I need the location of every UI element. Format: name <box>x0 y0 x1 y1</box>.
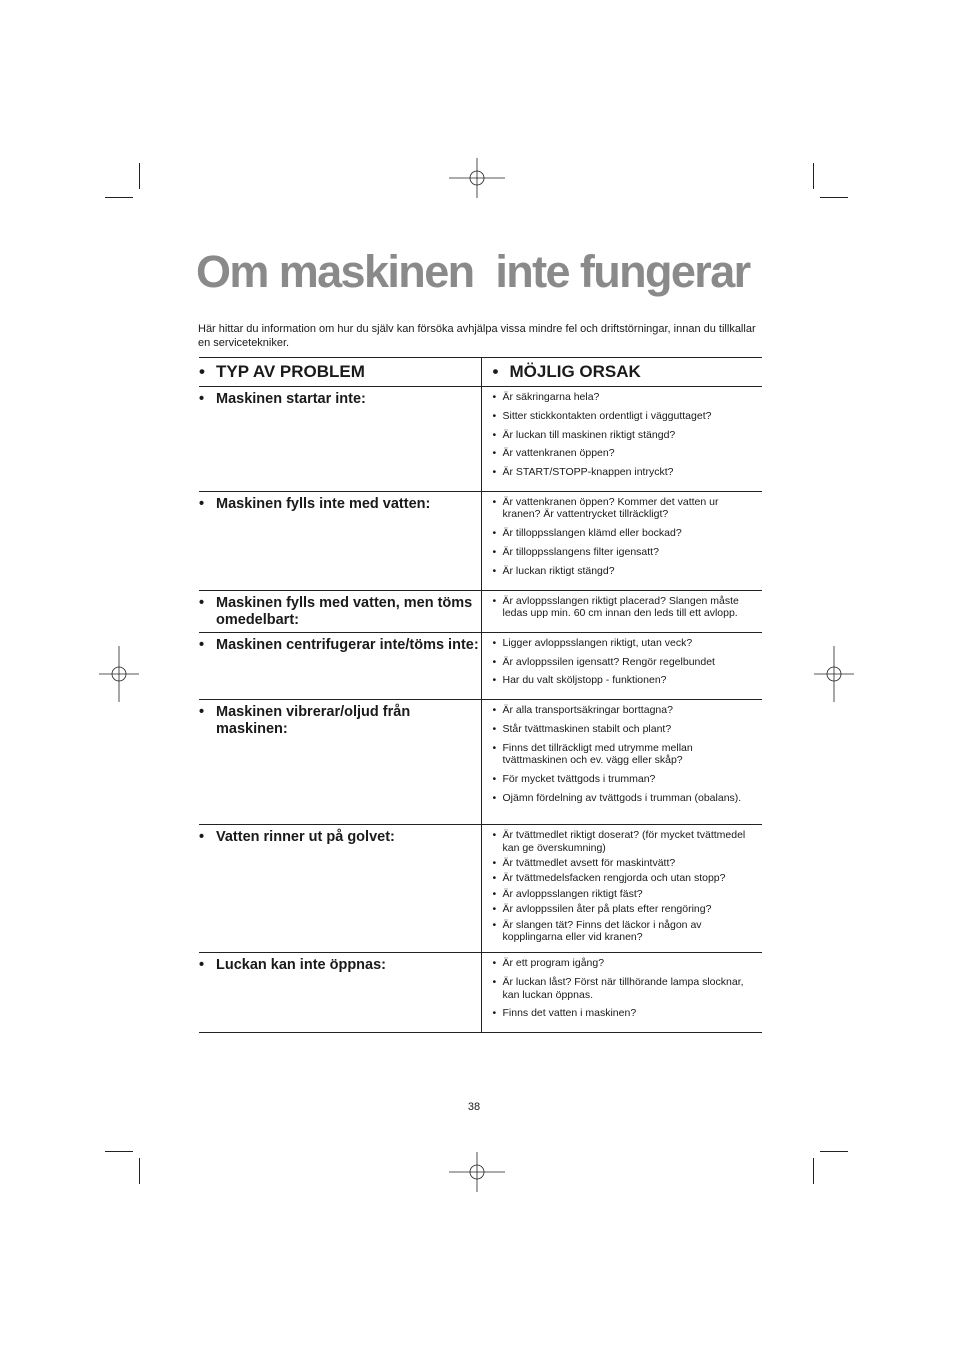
problem-text: Maskinen vibrerar/oljud från maskinen: <box>216 704 411 738</box>
bullet: • <box>199 391 205 407</box>
problem-cell <box>199 387 481 492</box>
bullet: • <box>199 362 205 381</box>
list-item <box>493 391 763 403</box>
crop-mark <box>105 1151 133 1152</box>
cause-text: Är avloppsslangen riktigt fäst? <box>502 887 643 900</box>
problem-cell <box>199 953 481 1033</box>
header-cause-label: MÖJLIG ORSAK <box>509 362 641 381</box>
bullet: • <box>492 362 499 381</box>
list-item <box>493 595 763 620</box>
problem-label <box>199 492 481 513</box>
problem-cell <box>199 700 481 825</box>
cause-text: För mycket tvättgods i trumman? <box>502 772 656 785</box>
list-item <box>493 674 763 686</box>
problem-label <box>199 825 481 846</box>
cause-text: Är säkringarna hela? <box>502 391 600 403</box>
problem-text: Luckan kan inte öppnas: <box>216 957 386 974</box>
cause-text: Är START/STOPP-knappen intryckt? <box>502 466 674 479</box>
crop-mark <box>820 197 848 198</box>
bullet: • <box>492 918 497 931</box>
list-item <box>493 1007 763 1019</box>
cause-cell <box>481 590 762 632</box>
table-row <box>199 825 762 953</box>
bullet: • <box>492 829 497 842</box>
bullet: • <box>492 545 497 558</box>
list-item <box>493 773 763 785</box>
bullet: • <box>492 704 497 717</box>
bullet: • <box>492 447 497 460</box>
crop-mark <box>820 1151 848 1152</box>
bullet: • <box>492 495 497 508</box>
cause-list <box>482 492 763 590</box>
list-item <box>493 976 763 1001</box>
list-item <box>493 957 763 969</box>
cause-list <box>482 387 763 491</box>
list-item <box>493 466 763 478</box>
bullet: • <box>199 829 205 846</box>
bullet: • <box>199 495 205 512</box>
list-item <box>493 742 763 767</box>
crop-mark <box>139 163 140 189</box>
registration-mark-icon <box>449 1144 505 1200</box>
bullet: • <box>492 741 497 754</box>
cause-text: Är tilloppsslangen klämd eller bockad? <box>502 527 682 540</box>
cause-text: Finns det vatten i maskinen? <box>502 1007 637 1020</box>
list-item <box>493 723 763 735</box>
list-item <box>493 527 763 539</box>
problem-label <box>199 387 481 408</box>
header-cause <box>482 358 763 382</box>
bullet: • <box>492 791 497 804</box>
bullet: • <box>492 957 497 970</box>
table-row <box>199 953 762 1033</box>
list-item <box>493 829 763 854</box>
table-row <box>199 590 762 632</box>
cause-list <box>482 633 763 699</box>
cause-text: Är luckan låst? Först när tillhörande lampa slocknar, kan luckan öppnas. <box>502 976 744 1001</box>
cause-cell <box>481 953 762 1033</box>
cause-text: Är avloppsslangen riktigt placerad? Slangen måste ledas upp min. 60 cm innan den leds till ett avlopp. <box>502 594 739 619</box>
crop-mark <box>139 1158 140 1184</box>
problem-label <box>199 591 481 629</box>
bullet: • <box>492 466 497 479</box>
list-item <box>493 857 763 869</box>
registration-mark-icon <box>449 150 505 206</box>
list-item <box>493 447 763 459</box>
list-item <box>493 792 763 804</box>
list-item <box>493 496 763 521</box>
bullet: • <box>492 428 497 441</box>
cause-text: Är luckan riktigt stängd? <box>502 564 615 577</box>
header-problem <box>199 358 481 382</box>
header-problem-label: TYP AV PROBLEM <box>216 362 365 381</box>
crop-mark <box>813 163 814 189</box>
cause-text: Har du valt sköljstopp - funktionen? <box>502 674 667 687</box>
problem-cell <box>199 590 481 632</box>
bullet: • <box>492 674 497 687</box>
page-number: 38 <box>467 1101 481 1113</box>
problem-label <box>199 700 481 738</box>
bullet: • <box>492 636 497 649</box>
crop-mark <box>105 197 133 198</box>
cause-text: Är vattenkranen öppen? <box>502 447 615 460</box>
cause-list <box>482 825 763 952</box>
bullet: • <box>492 527 497 540</box>
table-row <box>199 491 762 590</box>
list-item <box>493 565 763 577</box>
table-row <box>199 700 762 825</box>
cause-cell <box>481 387 762 492</box>
bullet: • <box>492 391 497 403</box>
cause-text: Finns det tillräckligt med utrymme mellan tvättmaskinen och ev. vägg eller skåp? <box>502 741 693 767</box>
list-item <box>493 410 763 422</box>
crop-mark <box>813 1158 814 1184</box>
table-row <box>199 387 762 492</box>
problem-text: Maskinen centrifugerar inte/töms inte: <box>216 636 479 653</box>
cause-text: Är alla transportsäkringar borttagna? <box>502 704 673 717</box>
problem-text: Maskinen fylls med vatten, men töms omedelbart: <box>216 594 473 628</box>
cause-text: Sitter stickkontakten ordentligt i vägguttaget? <box>502 409 712 422</box>
bullet: • <box>492 976 497 989</box>
problem-label <box>199 633 481 654</box>
cause-cell <box>481 491 762 590</box>
cause-text: Är ett program igång? <box>502 957 605 970</box>
bullet: • <box>492 594 497 607</box>
cause-text: Är vattenkranen öppen? Kommer det vatten ur kranen? Är vattentrycket tillräckligt? <box>502 495 719 521</box>
intro-text: Här hittar du information om hur du själv kan försöka avhjälpa vissa mindre fel och driftstörningar, innan du tillkallar en servicetekniker. <box>198 323 756 349</box>
table-row <box>199 632 762 699</box>
page-title: Om maskinen inte fungerar <box>196 246 750 297</box>
list-item <box>493 704 763 716</box>
cause-cell <box>481 632 762 699</box>
cause-text: Är tvättmedlet avsett för maskintvätt? <box>502 856 676 869</box>
list-item <box>493 429 763 441</box>
bullet: • <box>492 655 497 668</box>
bullet: • <box>492 856 497 869</box>
list-item <box>493 546 763 558</box>
cause-text: Är tvättmedlet riktigt doserat? (för mycket tvättmedel kan ge överskumning) <box>502 829 746 854</box>
list-item <box>493 656 763 668</box>
problem-text: Maskinen startar inte: <box>216 391 366 407</box>
bullet: • <box>492 564 497 577</box>
cause-cell <box>481 825 762 953</box>
cause-text: Är avloppssilen åter på plats efter rengöring? <box>502 903 712 916</box>
cause-text: Är slangen tät? Finns det läckor i någon av kopplingarna eller vid kranen? <box>502 918 702 944</box>
list-item <box>493 903 763 915</box>
table-body <box>199 387 762 1033</box>
cause-text: Står tvättmaskinen stabilt och plant? <box>502 722 672 735</box>
bullet: • <box>492 903 497 916</box>
bullet: • <box>199 636 205 653</box>
registration-mark-icon <box>806 646 862 702</box>
cause-list <box>482 700 763 816</box>
cause-text: Är avloppssilen igensatt? Rengör regelbundet <box>502 655 715 668</box>
cause-text: Är luckan till maskinen riktigt stängd? <box>502 428 676 441</box>
table-header-row <box>199 358 762 387</box>
cause-text: Är tilloppsslangens filter igensatt? <box>502 545 659 558</box>
list-item <box>493 919 763 944</box>
problem-cell <box>199 825 481 953</box>
cause-list <box>482 591 763 632</box>
problem-cell <box>199 632 481 699</box>
bullet: • <box>199 704 205 721</box>
cause-text: Är tvättmedelsfacken rengjorda och utan stopp? <box>502 872 726 885</box>
problem-text: Vatten rinner ut på golvet: <box>216 829 395 846</box>
list-item <box>493 637 763 649</box>
registration-mark-icon <box>91 646 147 702</box>
bullet: • <box>492 772 497 785</box>
cause-text: Ligger avloppsslangen riktigt, utan veck? <box>502 636 693 649</box>
list-item <box>493 872 763 884</box>
bullet: • <box>199 594 205 611</box>
problem-label <box>199 953 481 974</box>
bullet: • <box>199 957 205 974</box>
cause-cell <box>481 700 762 825</box>
bullet: • <box>492 1007 497 1020</box>
bullet: • <box>492 409 497 422</box>
bullet: • <box>492 872 497 885</box>
list-item <box>493 888 763 900</box>
cause-list <box>482 953 763 1032</box>
problem-cell <box>199 491 481 590</box>
cause-text: Ojämn fördelning av tvättgods i trumman (obalans). <box>502 791 742 804</box>
troubleshooting-table <box>199 357 762 1033</box>
bullet: • <box>492 722 497 735</box>
problem-text: Maskinen fylls inte med vatten: <box>216 495 431 512</box>
bullet: • <box>492 887 497 900</box>
